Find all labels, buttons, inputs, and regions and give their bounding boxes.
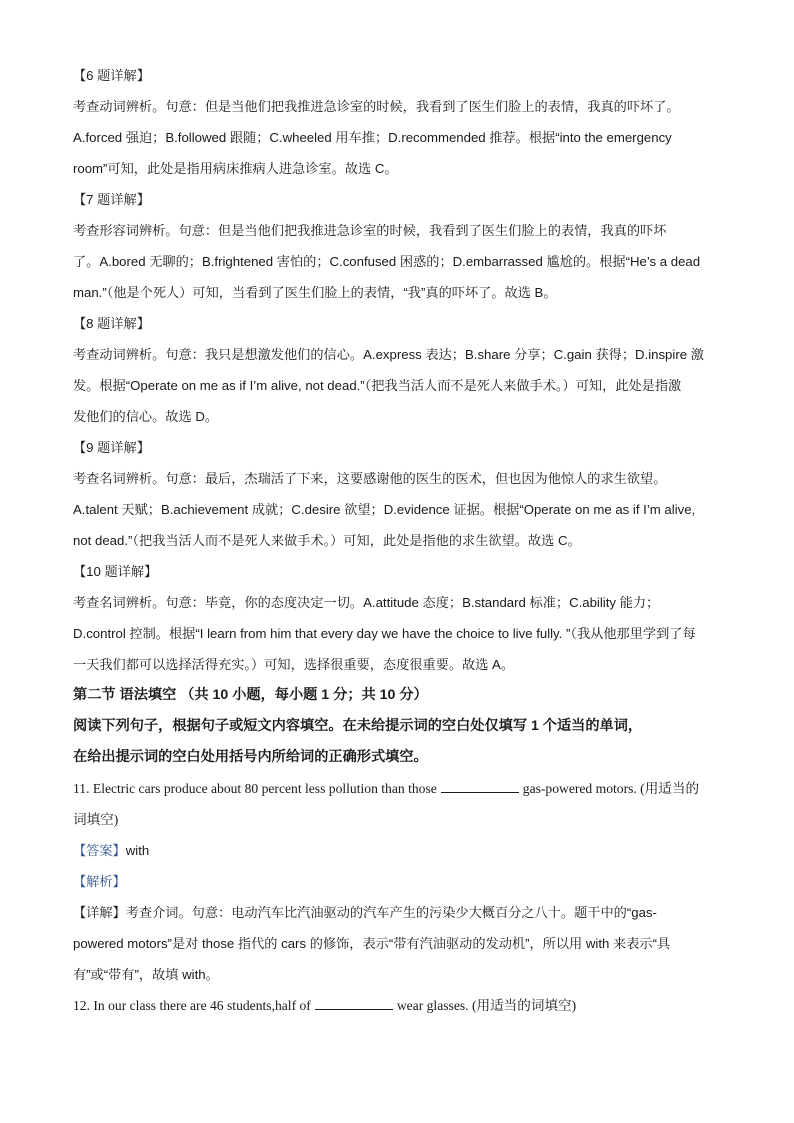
q11-detail-line-2: powered motors”是对 those 指代的 cars 的修饰，表示“带有汽油驱动的发动机”，所以用 with 来表示“具 xyxy=(73,936,671,951)
q6-line-1: 考查动词辨析。句意：但是当他们把我推进急诊室的时候，我看到了医生们脸上的表情，我真的吓坏了。 xyxy=(73,99,680,114)
q12-blank xyxy=(315,997,393,1010)
q11-answer-row xyxy=(73,835,725,866)
q8-heading: 【8 题详解】 xyxy=(73,316,150,331)
content-area xyxy=(73,60,725,1021)
q11-blank xyxy=(441,780,519,793)
analysis-tag: 【解析】 xyxy=(73,874,126,889)
q9-line-1: 考查名词辨析。句意：最后，杰瑞活了下来，这要感谢他的医生的医术，但也因为他惊人的求生欲望。 xyxy=(73,471,667,486)
q7-line-1: 考查形容词辨析。句意：但是当他们把我推进急诊室的时候，我看到了医生们脸上的表情，我真的吓坏 xyxy=(73,223,667,238)
q12-stem-part-a: 12. In our class there are 46 students,half of xyxy=(73,998,311,1013)
q10-line-2: D.control 控制。根据“I learn from him that every day we have the choice to live fully. ”（我从他那里学到了每 xyxy=(73,626,696,641)
q8-line-2: 发。根据“Operate on me as if I’m alive, not dead.”（把我当活人而不是死人来做手术。）可知，此处是指激 xyxy=(73,378,682,393)
q11-stem-part-c: 词填空) xyxy=(73,812,119,827)
q9-line-3: not dead.”（把我当活人而不是死人来做手术。）可知，此处是指他的求生欲望。故选 C。 xyxy=(73,533,581,548)
q11-stem-part-a: 11. Electric cars produce about 80 percent less pollution than those xyxy=(73,781,437,796)
section-instruction-2: 在给出提示词的空白处用括号内所给词的正确形式填空。 xyxy=(73,749,428,765)
q7-heading: 【7 题详解】 xyxy=(73,192,150,207)
q6-heading: 【6 题详解】 xyxy=(73,68,150,83)
q12-stem xyxy=(73,990,725,1021)
q10-line-1: 考查名词辨析。句意：毕竟，你的态度决定一切。A.attitude 态度；B.standard 标准；C.ability 能力； xyxy=(73,595,660,610)
q12-stem-part-b: wear glasses. (用适当的词填空) xyxy=(396,998,577,1013)
q10-line-3: 一天我们都可以选择活得充实。）可知，选择很重要，态度很重要。故选 A。 xyxy=(73,657,515,672)
q11-stem xyxy=(73,773,725,804)
q11-stem-part-b: gas-powered motors. (用适当的 xyxy=(522,781,700,796)
q8-line-1: 考查动词辨析。句意：我只是想激发他们的信心。A.express 表达；B.share 分享；C.gain 获得；D.inspire 激 xyxy=(73,347,704,362)
q11-detail-text-1: 考查介词。句意：电动汽车比汽油驱动的汽车产生的污染少大概百分之八十。题干中的“gas- xyxy=(125,905,657,920)
section-title: 第二节 语法填空 （共 10 小题，每小题 1 分；共 10 分） xyxy=(73,687,428,703)
answer-tag: 【答案】 xyxy=(73,843,126,858)
q9-heading: 【9 题详解】 xyxy=(73,440,150,455)
q6-line-3: room”可知，此处是指用病床推病人进急诊室。故选 C。 xyxy=(73,161,398,176)
q9-line-2: A.talent 天赋；B.achievement 成就；C.desire 欲望；D.evidence 证据。根据“Operate on me as if I’m alive, xyxy=(73,502,696,517)
detail-tag: 【详解】 xyxy=(73,905,126,920)
q11-detail-line-1 xyxy=(73,897,725,928)
q11-answer: with xyxy=(125,843,150,858)
q10-heading: 【10 题详解】 xyxy=(73,564,158,579)
section-instruction-1: 阅读下列句子，根据句子或短文内容填空。在未给提示词的空白处仅填写 1 个适当的单词， xyxy=(73,718,643,734)
q7-line-3: man.”（他是个死人）可知，当看到了医生们脸上的表情，“我”真的吓坏了。故选 B。 xyxy=(73,285,557,300)
q11-detail-line-3: 有”或“带有”，故填 with。 xyxy=(73,967,219,982)
q8-line-3: 发他们的信心。故选 D。 xyxy=(73,409,219,424)
q11-analysis-row xyxy=(73,866,725,897)
q7-line-2: 了。A.bored 无聊的；B.frightened 害怕的；C.confused 困惑的；D.embarrassed 尴尬的。根据“He’s a dead xyxy=(73,254,701,269)
q6-line-2: A.forced 强迫；B.followed 跟随；C.wheeled 用车推；D.recommended 推荐。根据“into the emergency xyxy=(73,130,672,145)
